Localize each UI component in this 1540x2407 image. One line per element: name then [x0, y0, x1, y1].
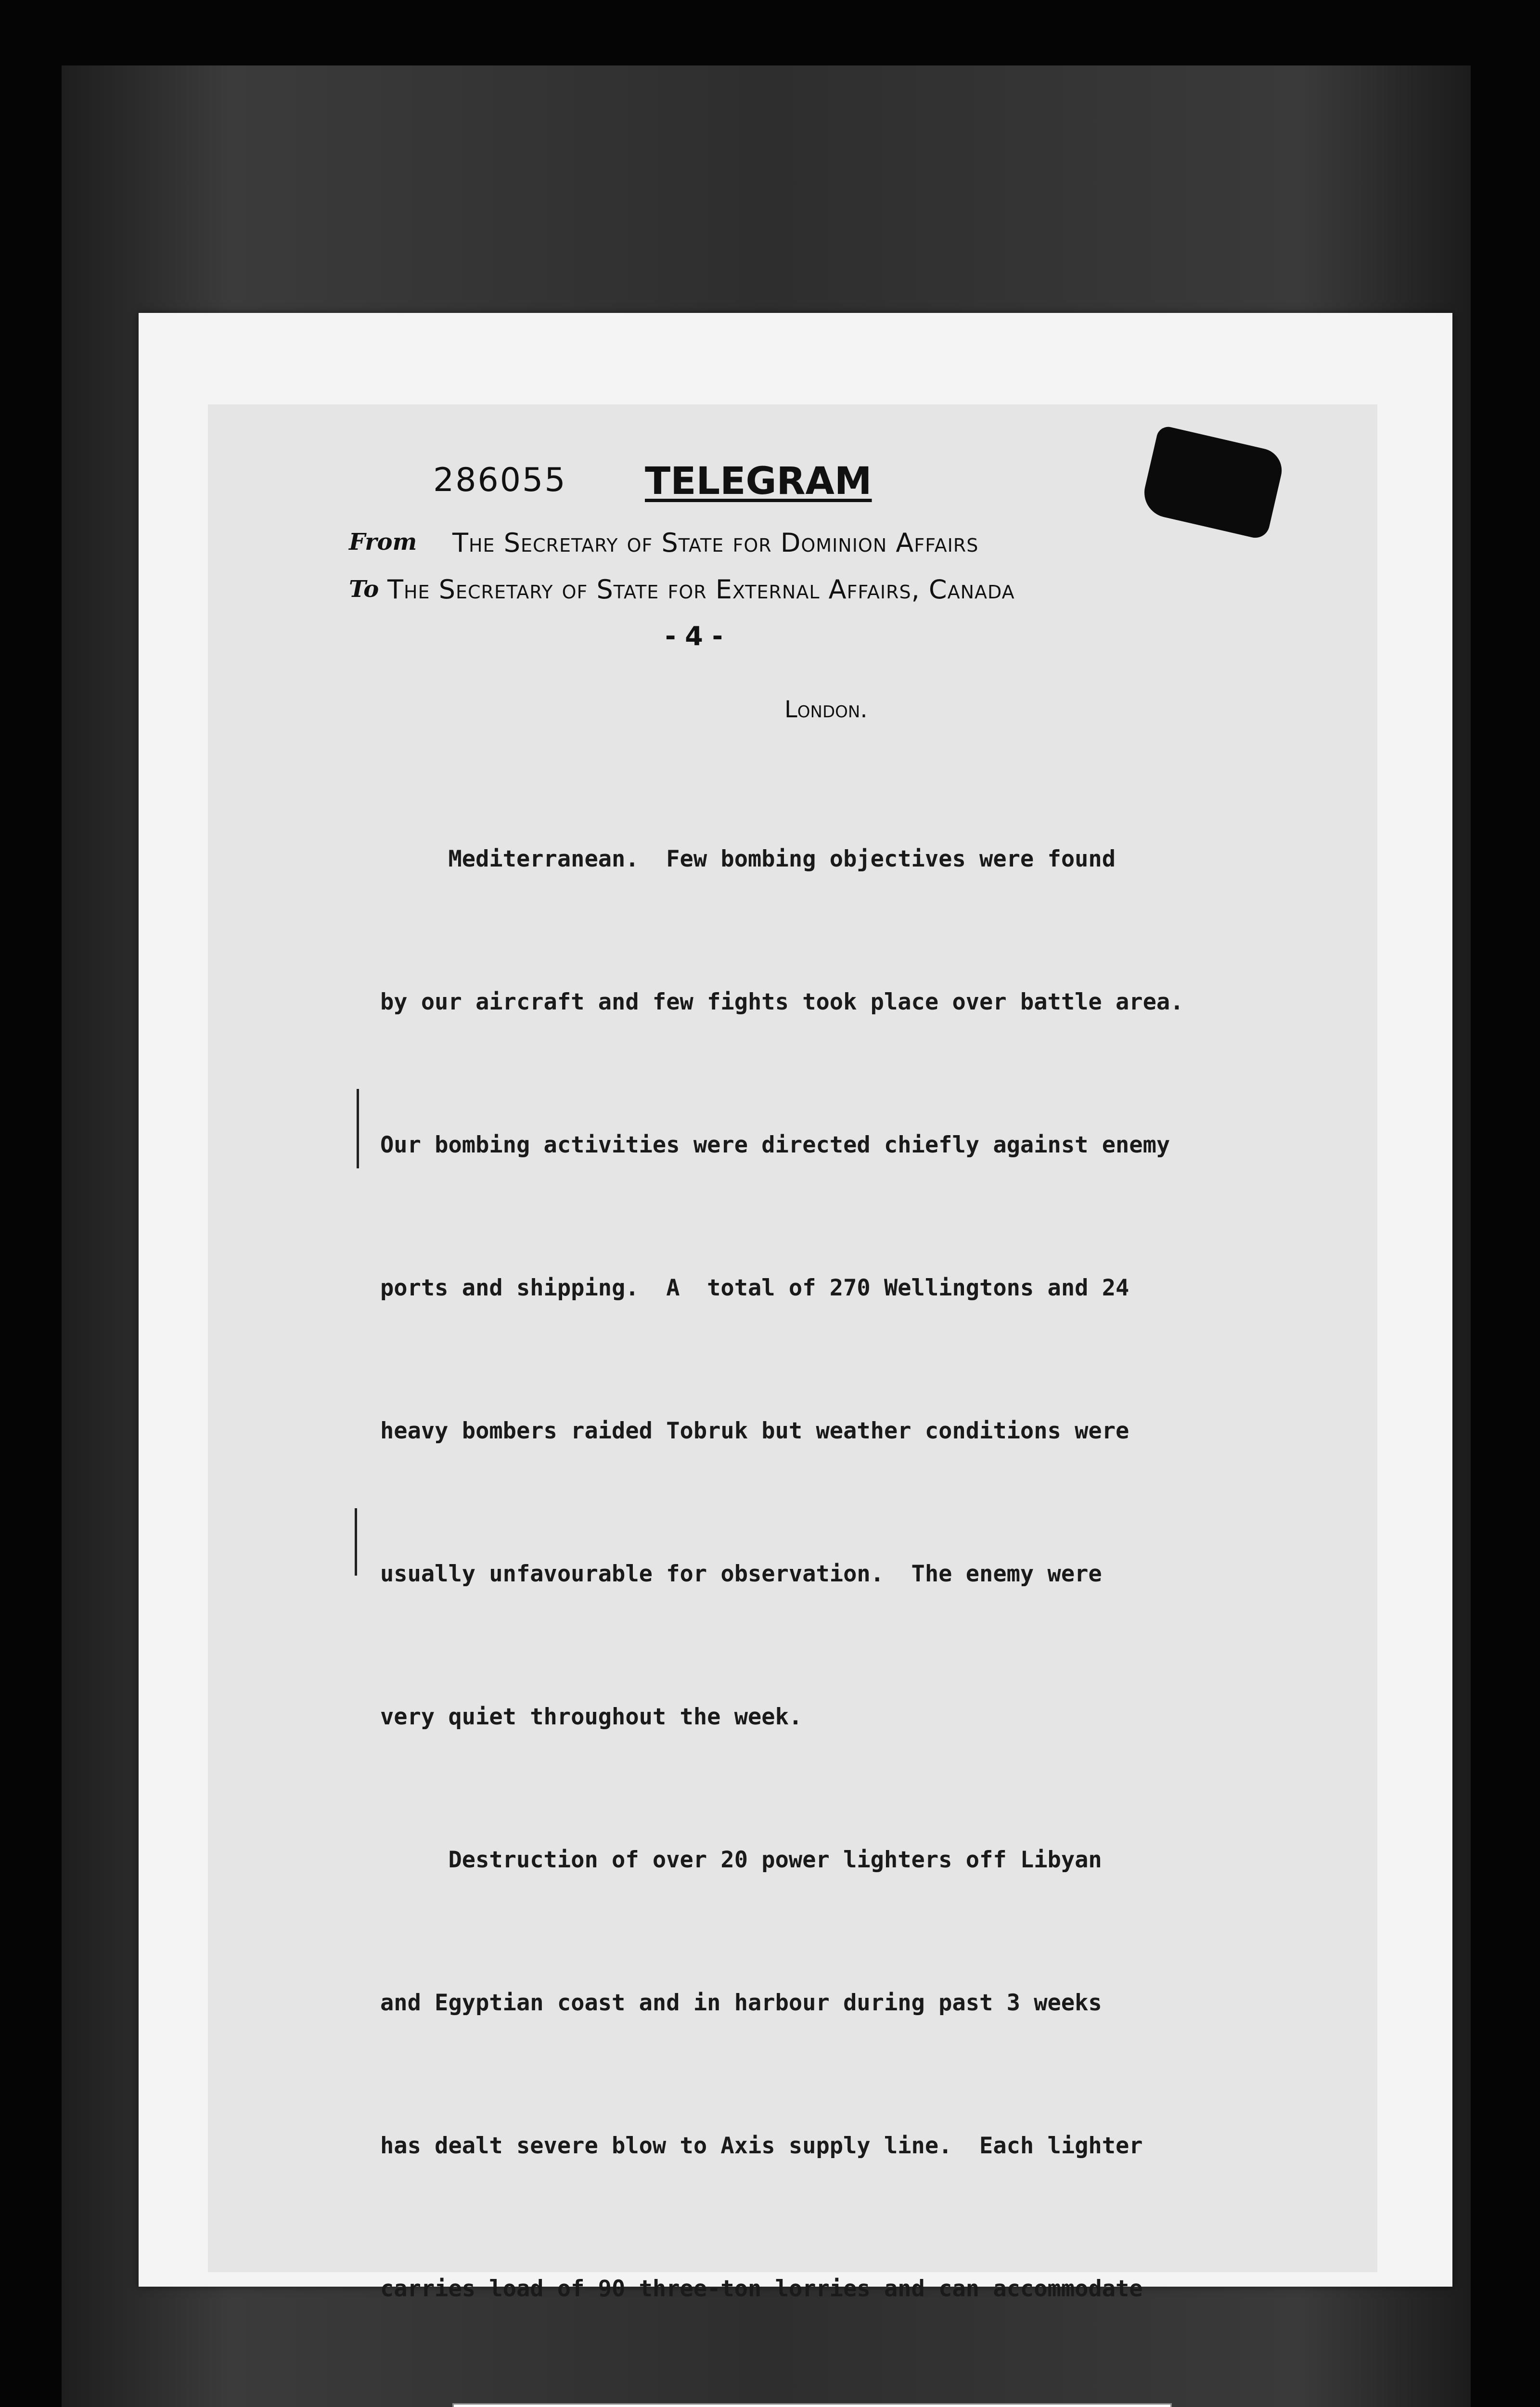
- telegram-body: [380, 740, 1280, 2407]
- body-line: has dealt severe blow to Axis supply line. Each lighter: [380, 2133, 1143, 2159]
- telegram-title: TELEGRAM: [645, 460, 872, 503]
- from-value: The Secretary of State for Dominion Affairs: [452, 528, 979, 558]
- body-line: Mediterranean. Few bombing objectives were found: [380, 846, 1116, 872]
- body-line: by our aircraft and few fights took place over battle area.: [380, 989, 1184, 1015]
- place-of-origin: London.: [784, 696, 868, 723]
- body-line: heavy bombers raided Tobruk but weather conditions were: [380, 1418, 1129, 1444]
- to-label: To: [349, 576, 379, 603]
- citation-slip: [452, 2403, 1172, 2407]
- margin-mark: [357, 1089, 359, 1168]
- body-line: ports and shipping. A total of 270 Wellingtons and 24: [380, 1275, 1129, 1301]
- body-line: usually unfavourable for observation. The enemy were: [380, 1561, 1102, 1587]
- body-line: and Egyptian coast and in harbour during past 3 weeks: [380, 1990, 1102, 2016]
- body-line: very quiet throughout the week.: [380, 1704, 803, 1730]
- from-label: From: [349, 529, 417, 556]
- page-number: - 4 -: [665, 621, 723, 651]
- to-value: The Secretary of State for External Affairs, Canada: [387, 574, 1015, 605]
- body-line: Our bombing activities were directed chiefly against enemy: [380, 1132, 1170, 1158]
- body-line: carries load of 90 three-ton lorries and can accommodate: [380, 2276, 1143, 2302]
- margin-mark: [355, 1508, 357, 1576]
- document-number: 286055: [433, 461, 567, 499]
- body-line: Destruction of over 20 power lighters off Libyan: [380, 1847, 1102, 1873]
